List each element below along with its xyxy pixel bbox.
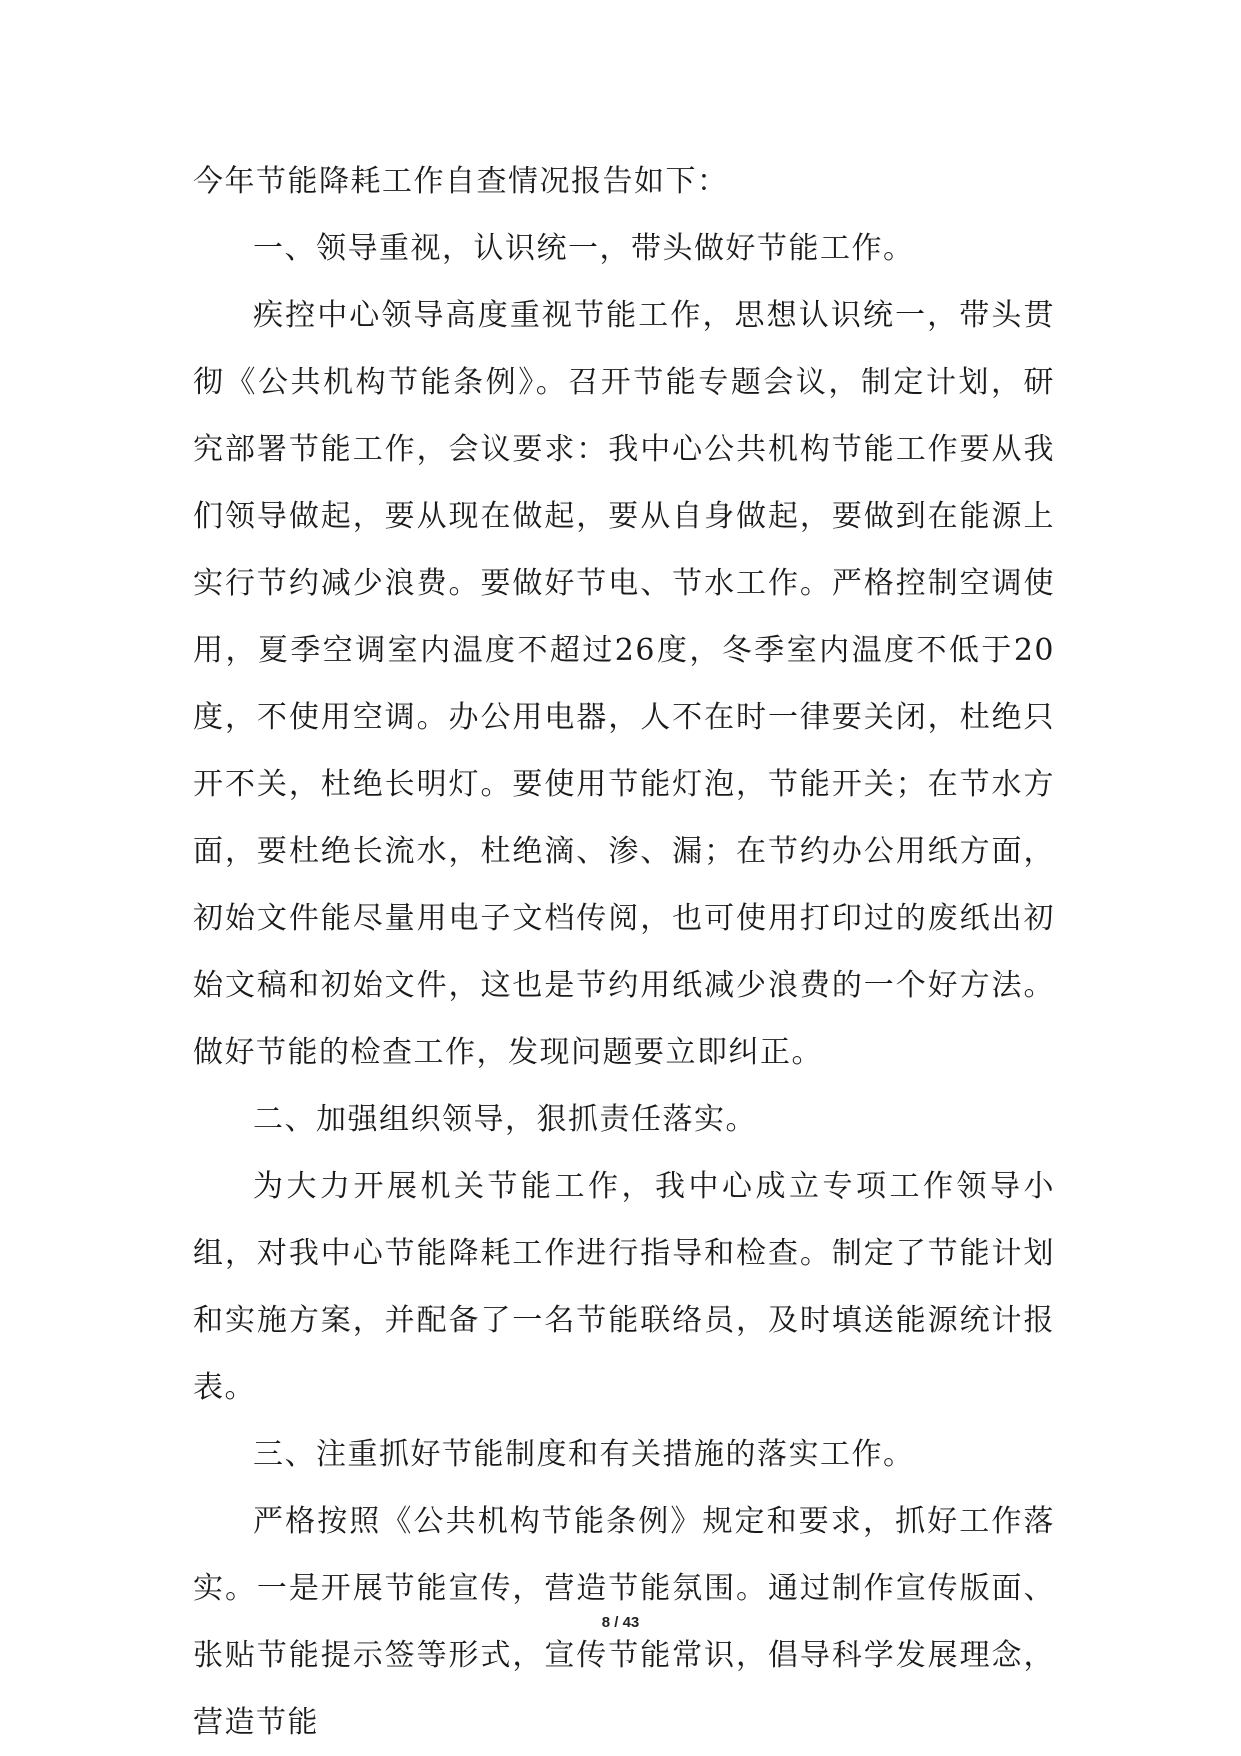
heading-section-1: 一、领导重视，认识统一，带头做好节能工作。: [253, 231, 915, 266]
paragraph-intro: 今年节能降耗工作自查情况报告如下：: [193, 164, 729, 199]
document-body: [193, 148, 1055, 1756]
heading-section-2: 二、加强组织领导，狠抓责任落实。: [253, 1102, 757, 1137]
paragraph-section-2: 为大力开展机关节能工作，我中心成立专项工作领导小组，对我中心节能降耗工作进行指导和检查。制定了节能计划和实施方案，并配备了一名节能联络员，及时填送能源统计报表。: [193, 1169, 1055, 1405]
paragraph-section-1: 疾控中心领导高度重视节能工作，思想认识统一，带头贯彻《公共机构节能条例》。召开节能专题会议，制定计划，研究部署节能工作，会议要求：我中心公共机构节能工作要从我们领导做起，要从现在做起，要从自身做起，要做到在能源上实行节约减少浪费。要做好节电、节水工作。严格控制空调使用，夏季空调室内温度不超过26度，冬季室内温度不低于20度，不使用空调。办公用电器，人不在时一律要关闭，杜绝只开不关，杜绝长明灯。要使用节能灯泡，节能开关；在节水方面，要杜绝长流水，杜绝滴、渗、漏；在节约办公用纸方面，初始文件能尽量用电子文档传阅，也可使用打印过的废纸出初始文稿和初始文件，这也是节约用纸减少浪费的一个好方法。做好节能的检查工作，发现问题要立即纠正。: [193, 298, 1055, 1070]
paragraph-section-3: 严格按照《公共机构节能条例》规定和要求，抓好工作落实。一是开展节能宣传，营造节能氛围。通过制作宣传版面、张贴节能提示签等形式，宣传节能常识，倡导科学发展理念，营造节能: [193, 1504, 1055, 1740]
page-number: 8 / 43: [601, 1614, 640, 1631]
heading-section-3: 三、注重抓好节能制度和有关措施的落实工作。: [253, 1437, 915, 1472]
